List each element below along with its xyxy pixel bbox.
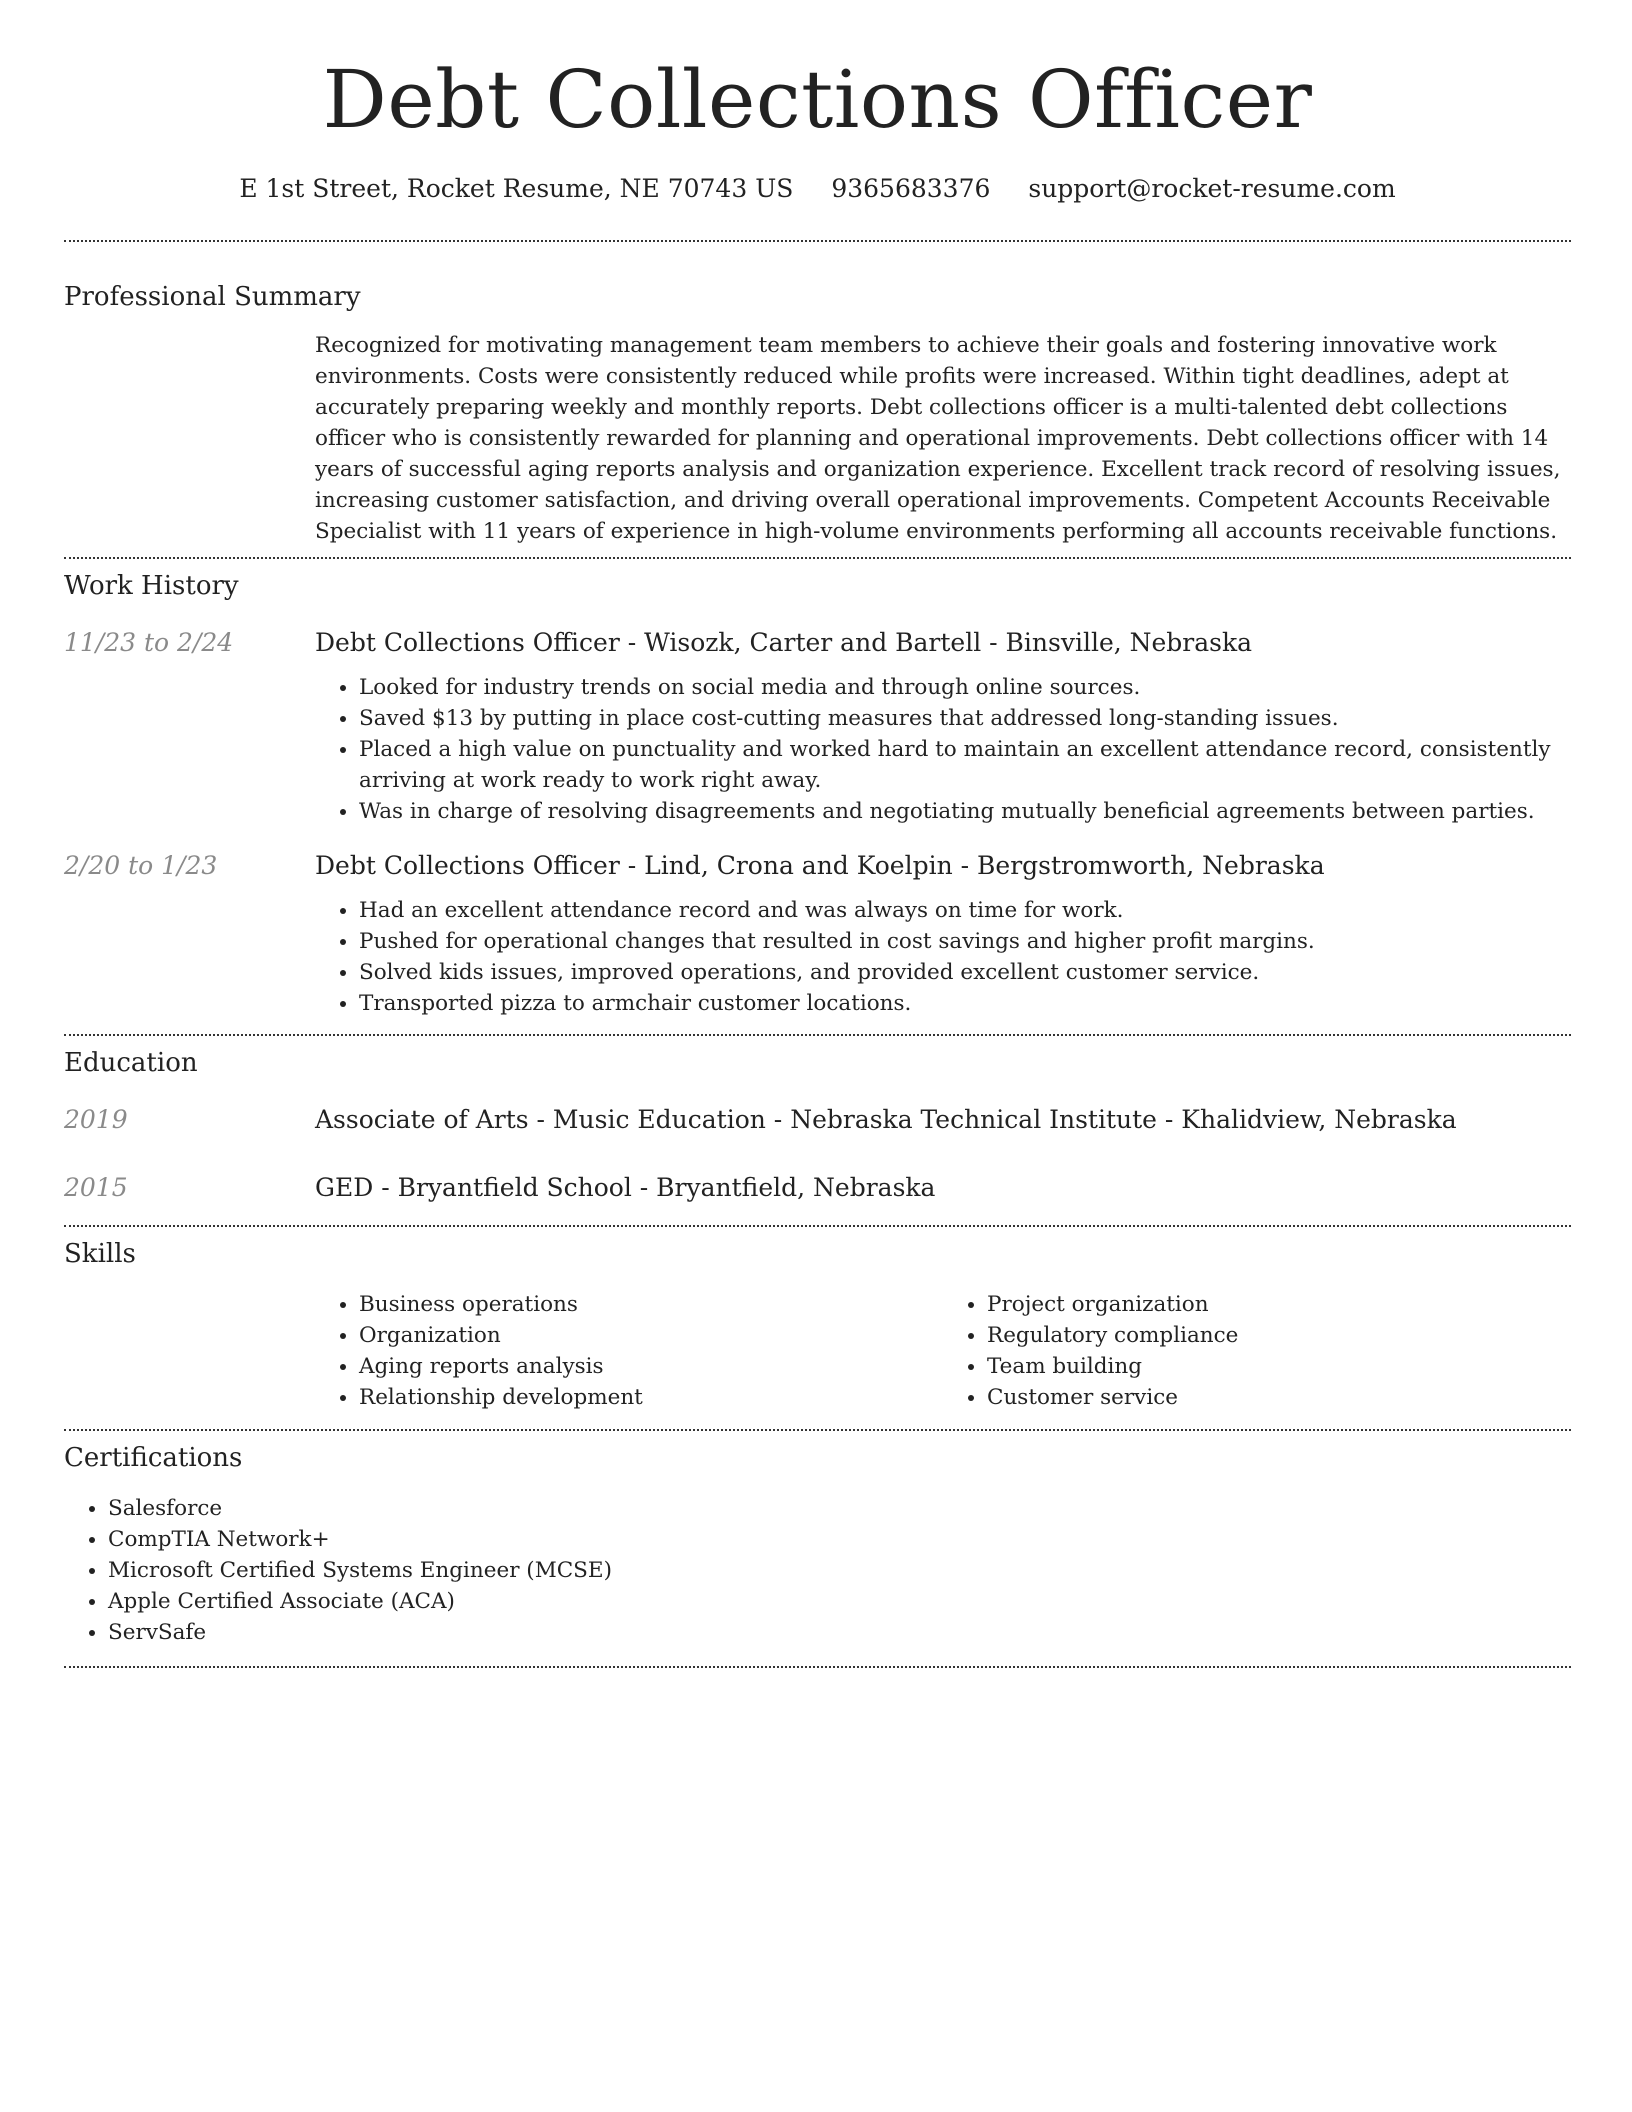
skills-list-left	[315, 1289, 943, 1413]
contact-address: E 1st Street, Rocket Resume, NE 70743 US	[239, 174, 794, 203]
list-item: • CompTIA Network+	[108, 1524, 1571, 1555]
list-item: • Looked for industry trends on social media and through online sources.	[359, 672, 1571, 703]
summary-section	[64, 280, 1571, 547]
list-item: • Pushed for operational changes that resulted in cost savings and higher profit margins.	[359, 926, 1571, 957]
list-item: • Transported pizza to armchair customer locations.	[359, 988, 1571, 1019]
education-entry	[64, 1171, 1571, 1205]
list-item: • Saved $13 by putting in place cost-cutting measures that addressed long-standing issues.	[359, 703, 1571, 734]
contact-email: support@rocket-resume.com	[1028, 174, 1396, 203]
skills-list-right	[943, 1289, 1571, 1413]
list-item: • Business operations	[359, 1289, 943, 1320]
education-text: Associate of Arts - Music Education - Nebraska Technical Institute - Khalidview, Nebraska	[315, 1105, 1457, 1134]
list-item: • Organization	[359, 1320, 943, 1351]
section-divider	[64, 1034, 1571, 1036]
job-bullets	[315, 895, 1571, 1019]
certifications-list	[64, 1493, 1571, 1648]
list-item: • Had an excellent attendance record and was always on time for work.	[359, 895, 1571, 926]
list-item: • Regulatory compliance	[987, 1320, 1571, 1351]
list-item: • Aging reports analysis	[359, 1351, 943, 1382]
skills-columns	[315, 1289, 1571, 1413]
education-year: 2015	[64, 1173, 128, 1202]
education-entry	[64, 1103, 1571, 1137]
job-heading: Debt Collections Officer - Wisozk, Carter and Bartell - Binsville, Nebraska	[315, 628, 1253, 657]
list-item: • Placed a high value on punctuality and worked hard to maintain an excellent attendance record, consistently arriving at work ready to work right away.	[359, 734, 1571, 796]
section-title-education: Education	[64, 1048, 198, 1078]
skills-section	[64, 1237, 1571, 1413]
job-entry	[64, 849, 1571, 1019]
section-title-certifications: Certifications	[64, 1443, 243, 1473]
section-divider	[64, 240, 1571, 242]
list-item: • Relationship development	[359, 1382, 943, 1413]
list-item: • Apple Certified Associate (ACA)	[108, 1586, 1571, 1617]
list-item: • ServSafe	[108, 1617, 1571, 1648]
education-section	[64, 1046, 1571, 1205]
list-item: • Customer service	[987, 1382, 1571, 1413]
section-divider	[64, 1225, 1571, 1227]
list-item: • Project organization	[987, 1289, 1571, 1320]
contact-phone: 9365683376	[831, 174, 991, 203]
candidate-name: Debt Collections Officer	[322, 53, 1313, 146]
section-title-skills: Skills	[64, 1239, 136, 1269]
section-divider	[64, 557, 1571, 559]
list-item: • Solved kids issues, improved operations, and provided excellent customer service.	[359, 957, 1571, 988]
list-item: • Salesforce	[108, 1493, 1571, 1524]
list-item: • Was in charge of resolving disagreements and negotiating mutually beneficial agreements between parties.	[359, 796, 1571, 827]
job-dates: 2/20 to 1/23	[64, 851, 218, 880]
summary-text: Recognized for motivating management team members to achieve their goals and fostering innovative work environments. Costs were consistently reduced while profits were increased. Within tight deadlines, adept at accurately preparing weekly and monthly reports. Debt collections officer is a multi-talented debt collections officer who is consistently rewarded for planning and operational improvements. Debt collections officer with 14 years of successful aging reports analysis and organization experience. Excellent track record of resolving issues, increasing customer satisfaction, and driving overall operational improvements. Competent Accounts Receivable Specialist with 11 years of experience in high-volume environments performing all accounts receivable functions.	[315, 333, 1561, 544]
section-title-work: Work History	[64, 571, 239, 601]
job-details	[315, 626, 1571, 827]
job-dates: 11/23 to 2/24	[64, 628, 234, 657]
section-divider	[64, 1666, 1571, 1668]
work-history-section	[64, 569, 1571, 1019]
education-text: GED - Bryantfield School - Bryantfield, Nebraska	[315, 1173, 936, 1202]
job-details	[315, 849, 1571, 1019]
resume-page	[64, 0, 1571, 1668]
section-divider	[64, 1429, 1571, 1431]
education-year: 2019	[64, 1105, 128, 1134]
certifications-section	[64, 1441, 1571, 1648]
job-entry	[64, 626, 1571, 827]
list-item: • Microsoft Certified Systems Engineer (MCSE)	[108, 1555, 1571, 1586]
contact-line	[64, 172, 1571, 206]
job-bullets	[315, 672, 1571, 827]
job-heading: Debt Collections Officer - Lind, Crona and Koelpin - Bergstromworth, Nebraska	[315, 851, 1325, 880]
section-title-summary: Professional Summary	[64, 282, 361, 312]
list-item: • Team building	[987, 1351, 1571, 1382]
